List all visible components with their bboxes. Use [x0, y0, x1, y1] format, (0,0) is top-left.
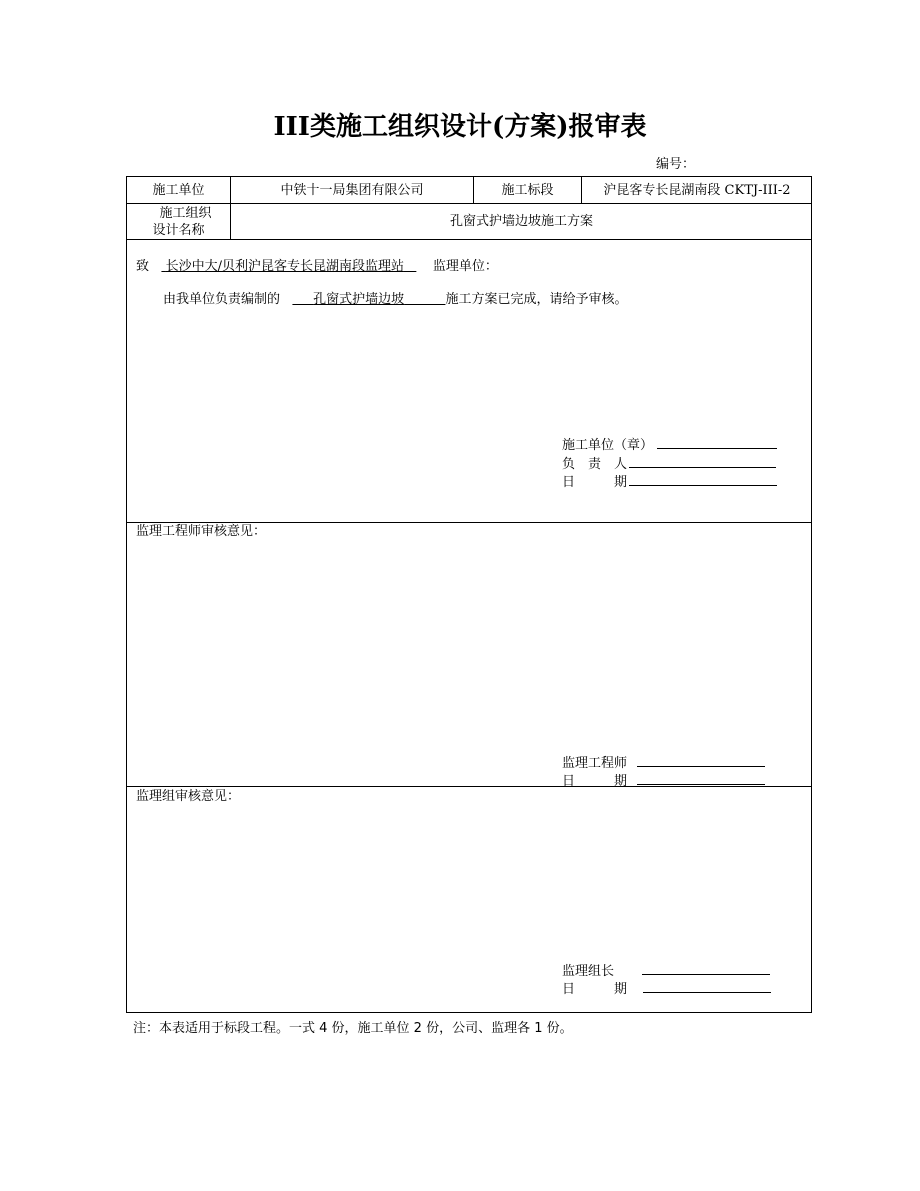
construction-unit-seal-line: 施工单位（章）: [562, 436, 777, 454]
engineer-review-heading: 监理工程师审核意见：: [136, 524, 267, 539]
to-suffix: 监理单位：: [432, 259, 498, 274]
to-prefix: 致: [136, 259, 150, 274]
construction-unit-label: 施工单位: [152, 182, 205, 198]
supervision-station-name: 长沙中大/贝利沪昆客专长昆湖南段监理站: [165, 259, 404, 274]
group-review-heading: 监理组审核意见：: [136, 789, 241, 804]
review-form-table: [126, 176, 812, 1013]
plan-name: 孔窗式护墙边坡: [313, 292, 405, 307]
engineer-signature-line: 监理工程师: [562, 754, 765, 772]
body-prefix: 由我单位负责编制的: [163, 292, 281, 307]
row-divider: [127, 522, 811, 523]
section-label: 施工标段: [501, 182, 554, 198]
group-date-line: 日 期: [562, 980, 771, 998]
page-title: III类施工组织设计(方案)报审表: [273, 112, 647, 142]
submission-addressee: [136, 259, 498, 275]
engineer-date-line: 日 期: [562, 772, 765, 790]
body-suffix: 施工方案已完成，请给予审核。: [445, 292, 628, 307]
design-name-label-line1: 施工组织: [159, 205, 212, 221]
submission-body: [163, 292, 627, 308]
construction-unit-value: 中铁十一局集团有限公司: [280, 182, 424, 198]
footnote: 注：本表适用于标段工程。一式 4 份，施工单位 2 份，公司、监理各 1 份。: [133, 1021, 573, 1036]
group-leader-signature-line: 监理组长: [562, 962, 770, 980]
section-value: 沪昆客专长昆湖南段 CKTJ-III-2: [603, 182, 791, 198]
row-divider: [127, 239, 811, 240]
design-name-label-line2: 设计名称: [152, 222, 205, 238]
submission-date-line: 日 期: [562, 473, 777, 491]
design-name-value: 孔窗式护墙边坡施工方案: [449, 214, 593, 229]
responsible-person-line: 负 责 人: [562, 455, 776, 473]
serial-number-label: 编号：: [656, 157, 696, 172]
design-name-label: [127, 204, 230, 239]
